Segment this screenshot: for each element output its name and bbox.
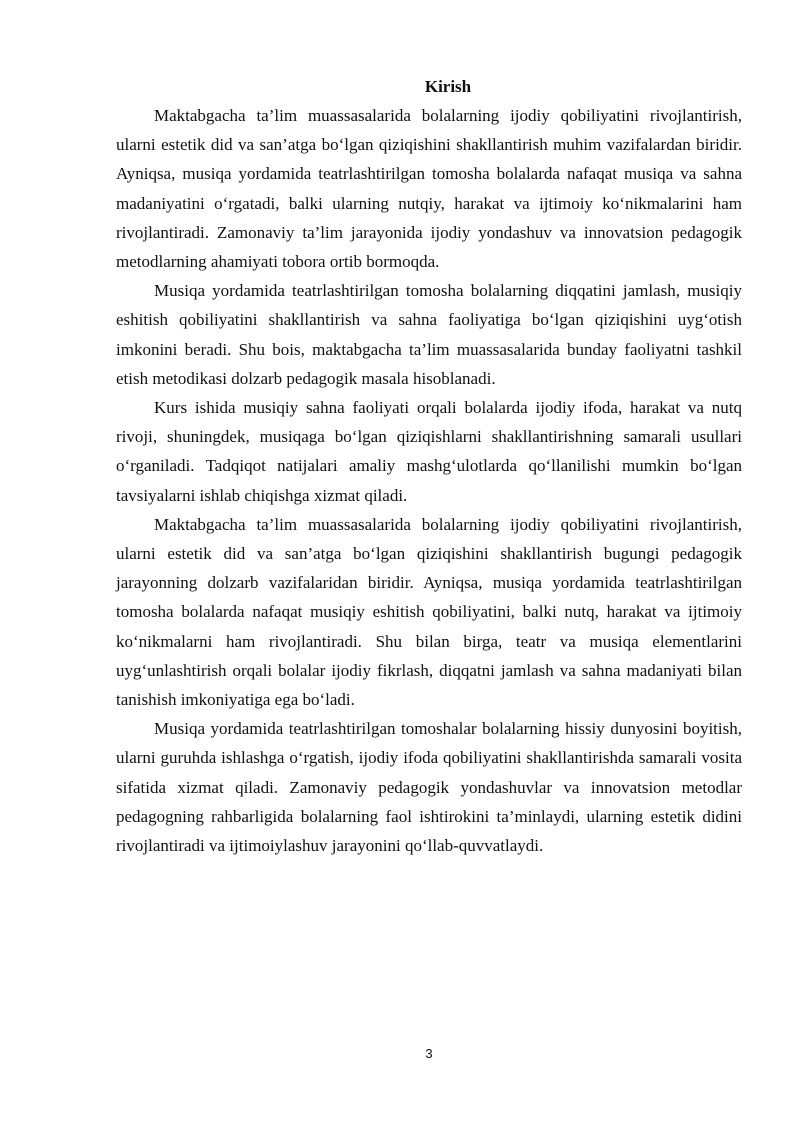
section-title: Kirish [424, 77, 472, 96]
paragraph-3: Kurs ishida musiqiy sahna faoliyati orqali bolalarda ijodiy ifoda, harakat va nutq rivoji, shuningdek, musiqaga bo‘lgan qiziqishlarni shakllantirishning samarali usullari o‘rganiladi. Tadqiqot natijalari amaliy mashg‘ulotlarda qo‘llanilishi mumkin bo‘lgan tavsiyalarni ishlab chiqishga xizmat qiladi. [116, 398, 742, 505]
page-number: 3 [425, 1046, 433, 1061]
paragraph-4: Maktabgacha ta’lim muassasalarida bolalarning ijodiy qobiliyatini rivojlantirish, ularni estetik did va san’atga bo‘lgan qiziqishini shakllantirish bugungi pedagogik jarayonning dolzarb vazifalaridan biridir. Ayniqsa, musiqa yordamida teatrlashtirilgan tomosha bolalarda nafaqat musiqiy eshitish qobiliyatini, balki nutq, harakat va ijtimoiy ko‘nikmalarni ham rivojlantiradi. Shu bilan birga, teatr va musiqa elementlarini uyg‘unlashtirish orqali bolalar ijodiy fikrlash, diqqatni jamlash va sahna madaniyati bilan tanishish imkoniyatiga ega bo‘ladi. [116, 514, 742, 710]
paragraph-5: Musiqa yordamida teatrlashtirilgan tomoshalar bolalarning hissiy dunyosini boyitish, ularni guruhda ishlashga o‘rgatish, ijodiy ifoda qobiliyatini shakllantirishda samarali vosita sifatida xizmat qiladi. Zamonaviy pedagogik yondashuvlar va innovatsion metodlar pedagogning rahbarligida bolalarning faol ishtirokini ta’minlaydi, ularning estetik didini rivojlantiradi va ijtimoiylashuv jarayonini qo‘llab-quvvatlaydi. [116, 719, 742, 856]
document-page [116, 72, 742, 860]
paragraph-2: Musiqa yordamida teatrlashtirilgan tomosha bolalarning diqqatini jamlash, musiqiy eshitish qobiliyatini shakllantirish va sahna faoliyatiga bo‘lgan qiziqishini uyg‘otish imkonini beradi. Shu bois, maktabgacha ta’lim muassasalarida bunday faoliyatni tashkil etish metodikasi dolzarb pedagogik masala hisoblanadi. [116, 281, 742, 388]
paragraph-1: Maktabgacha ta’lim muassasalarida bolalarning ijodiy qobiliyatini rivojlantirish, ularni estetik did va san’atga bo‘lgan qiziqishini shakllantirish muhim vazifalardan biridir. Ayniqsa, musiqa yordamida teatrlashtirilgan tomosha bolalarda nafaqat musiqa va sahna madaniyatini o‘rgatadi, balki ularning nutqiy, harakat va ijtimoiy ko‘nikmalarini ham rivojlantiradi. Zamonaviy ta’lim jarayonida ijodiy yondashuv va innovatsion pedagogik metodlarning ahamiyati tobora ortib bormoqda. [116, 106, 742, 272]
